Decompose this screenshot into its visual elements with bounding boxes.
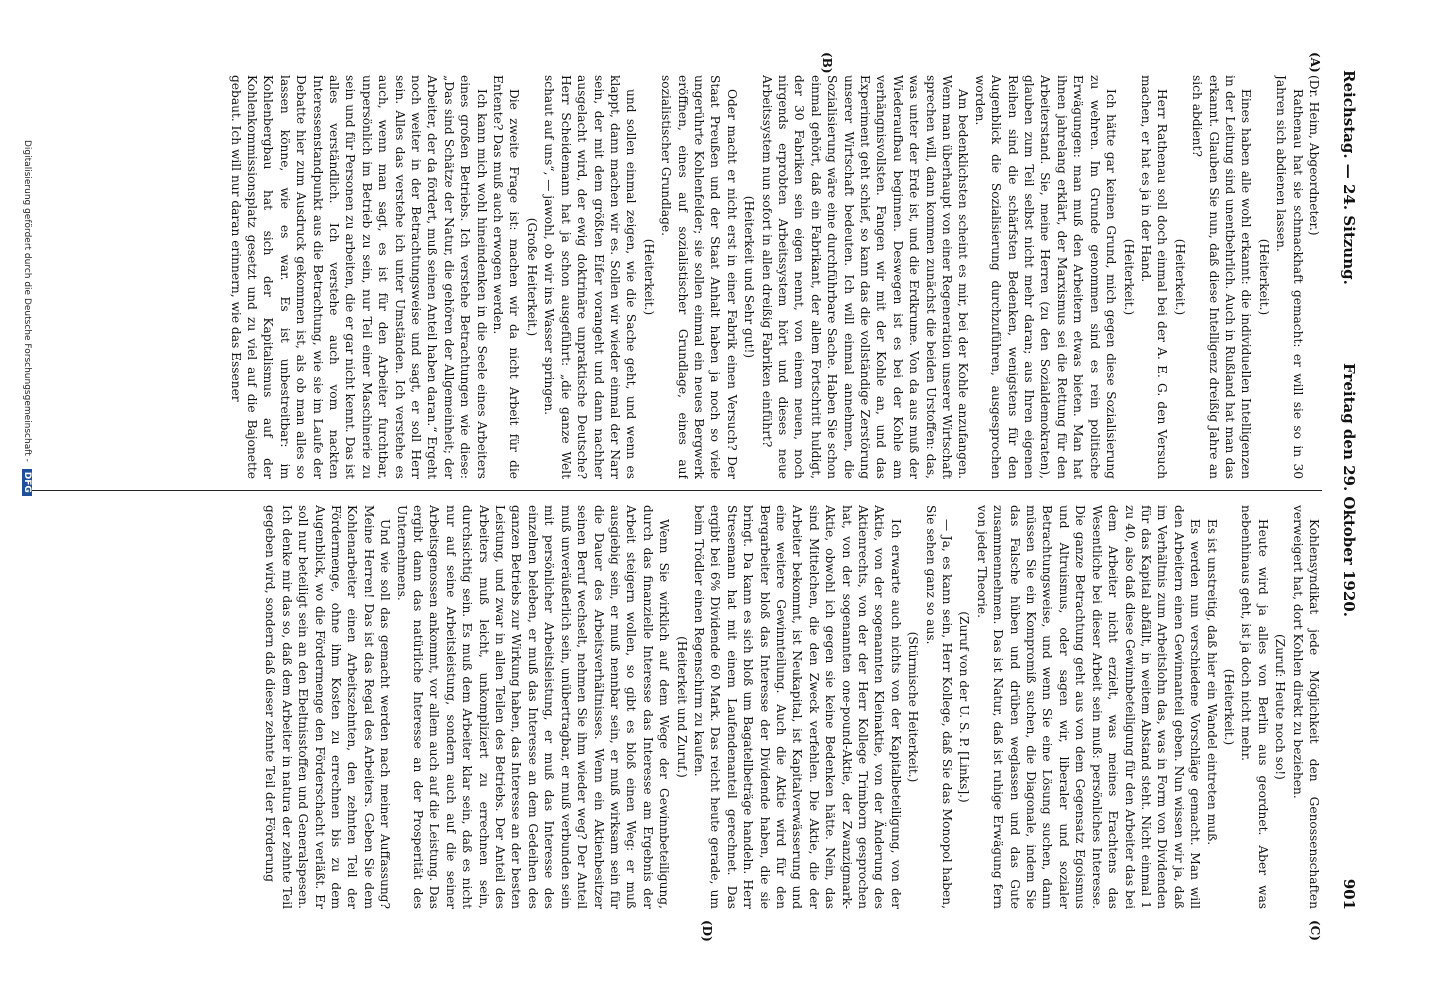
paragraph: Kohlensyndikat jede Möglichkeit den Genossenschaften verweigert hat, dort Kohlen direkt zu beziehen. [1290,505,1321,909]
paragraph: Eines haben alle wohl erkannt: die individuellen Intelligenzen in der Leitung sind unentbehrlich. Auch in Rußland hat man das erkannt. Glauben Sie nun, daß diese Intelligenz dreißig Jahre an sich abdient? [1190,75,1254,479]
paragraph: Es ist unstreitig, daß hier ein Wandel eintreten muß. [1204,519,1219,846]
interjection: (Stürmische Heiterkeit.) [906,631,921,783]
paragraph: Und wie soll das gemacht werden nach meiner Auffassung? Meine Herren! Das ist das Regal des Arbeiters. Geben Sie dem Kohlenarbeiter einen Arbeitszehnten, den zehnten Teil der Fördermenge, ohne ihm Kosten zu errechnen bis zu dem Augenblick, wo die Fördermenge den Förderschacht verläßt. Er soll nur beteiligt sein an den Ebeltnisstoffen und Generalspesen. Ich denke mir das so, daß dem Arbeiter in natura der zehnte Teil gegeben wird, sondern daß dieser zehnte Teil der Förderung [263,505,393,909]
column-divider [22,490,1322,491]
paragraph: Ich kann mich wohl hineindenken in die Seele eines Arbeiters eines großen Betriebs. Ich verstehe Betrachtungen wie diese: „Das sind Schätze der Natur, die gehören der Allgemeinheit; der Arbeiter, der da fördert, muß seinen Anteil haben daran.“ Ergeht noch weiter in der Betrachtungsweise und sagt, er soll Herr sein. Alles das verstehe ich unter Umständen. Ich verstehe es auch, wenn man sagt, es ist für den Arbeiter furchtbar, unpersönlich im Betrieb zu sein, nur Teil einer Maschinerie zu sein und für Personen zu arbeiten, die er gar nicht kennt. Das ist alles verständlich. Ich verstehe auch vom nackten Interessenstandpunkt aus die Betrachtung, wie sie im Laufe der Debatte hier zum Ausdruck gekommen ist, als ob man alles so lassen könne, wie es war. Es ist unbestreitbar: im Kohlenbergbau hat sich der Kapitalismus auf der Kohlenkommissionsplatz gesetzt und zu viel auf die Bajonette gebaut. Ich will nur daran erinnern, wie das Essener [228,75,489,479]
header-date: Freitag den 29. Oktober 1920. [1340,363,1358,617]
credit-text: Digitalisierung gefördert durch die Deutsche Forschungsgemeinschaft - [22,140,32,462]
page-number: 901 [1340,878,1358,910]
paragraph: Rathenau hat sie schmackhaft gemacht: er will sie so in 30 Jahren sich abdienen lassen. [1274,75,1305,479]
margin-letter-c: (C) [1308,920,1322,941]
text-column-right [12,505,1322,909]
text-column-left [12,75,1322,479]
interjection: (Heiterkeit.) [641,238,656,316]
digitization-credit [22,140,32,920]
margin-letter-b: (B) [820,52,834,74]
page-header [1324,70,1364,910]
interjection: (Zuruf: Heute noch so!) [1273,634,1288,780]
interjection: (Heiterkeit und Zuruf.) [674,636,689,778]
paragraph: Ich erwarte auch nichts von der Kapitalbeteiligung, von der Aktie, von der sogenannten Kleinaktie, von der Änderung des Aktienrechts, von der der Herr Kollege Trimborn gesprochen hat, von der sogenannten one-pound-Aktie, der Zwanzigmark-Aktie, obwohl ich gegen sie keine Bedenken hätte. Nein, das sind Mittelchen, die den Zweck verfehlen. Die Aktie, die der Arbeiter bekommt, ist Neukapital, ist Kapitalverwässerung und eine weitere Gewinnteilung. Auch die Aktie wird für den Bergarbeiter bloß das Interesse der Dividende haben, die sie bringt. Da kann es sich bloß um Bagatellbeträge handeln. Herr Stresemann hat mit einem Laufendenanteil gerechnet. Das ergibt bei 6% Dividende 60 Mark. Das reicht heute gerade, um beim Trödler einen Regenschirm zu kaufen. [691,505,903,909]
margin-letter-d: (D) [700,920,714,942]
paragraph: Oder macht er nicht erst in einer Fabrik einen Versuch? Der Staat Preußen und der Staat Anhalt haben ja noch so viele ungerührte Kohlenfelder; sie sollen einmal ein neues Bergwerk eröffnen, eines auf sozialistischer Grundlage, eines auf sozialistischer Grundlage. [659,75,739,479]
paragraph: Ich hätte gar keinen Grund, mich gegen diese Sozialisierung zu wehren. Im Grunde genommen sind es rein politische Erwägungen: man muß den Arbeitern etwas bieten. Man hat ihnen jahrelang erklärt, der Marxismus sei die Rettung für den Arbeiterstand. Sie, meine Herren (zu den Sozialdemokraten), glauben zum Teil selbst nicht mehr daran; aus Ihren eigenen Reihen sind die schärfsten Bedenken, wenigstens für den Augenblick die Sozialisierung durchzuführen, ausgesprochen worden. [972,75,1119,479]
dfg-logo: DFG [22,469,32,496]
paragraph: Es werden nun verschiedene Vorschläge gemacht. Man will den Arbeitern einen Gewinnanteil geben. Nun wissen wir ja, daß im Verhältnis zum Arbeitslohn das, was in Form von Dividenden für das Kapital abfällt, in weitem Abstand steht. Nicht einmal 1 zu 40, also daß diese Gewinnbeteiligung für den Arbeiter das bei dem Arbeiter nicht erzielt, was meines Erachtens das Wesentliche bei dieser Arbeit sein muß: persönliches Interesse. Die ganze Betrachtung geht aus von dem Gegensatz Egoismus und Altruismus, oder sagen wir, liberaler und sozialer Betrachtungsweise, und wenn Sie eine Lösung suchen, dann müssen Sie ein Kompromiß suchen, die Diagonale, indem Sie das Falsche hüben und drüben weglassen und das Gute zusammennehmen. Das ist Natur, daß ist ruhige Erwägung fern von jeder Theorie. [974,505,1203,909]
interjection: (Heiterkeit.) [1221,668,1236,746]
margin-letter-a: (A) [1308,52,1322,73]
paragraph: Heute wird ja alles von Berlin aus geordnet. Aber was nebenhinaus geht, ist ja doch nicht mehr. [1239,505,1270,909]
paragraph: Wenn Sie wirklich auf dem Wege der Gewinnbeteiligung, durch das finanzielle Interesse das Interesse am Ergebnis der Arbeit steigern wollen, so gibt es bloß einen Weg: er muß ausgiebig sein, er muß nennbar sein, er muß wirksam sein für die Dauer des Arbeitsverhältnisses. Wenn ein Aktienbesitzer seinen Beruf wechselt, nehmen Sie ihm wieder weg? Der Anteil muß unveräußerlich sein, unübertragbar, er muß verbunden sein mit persönlicher Arbeitsleistung, er muß das Interesse des einzelnen beleben, er muß das Interesse an dem Gedeihen des ganzen Betriebs zur Wirkung haben, das Interesse an der besten Leistung, und zwar in allen Teilen des Betriebs. Der Anteil des Arbeiters muß leicht, unkompliziert zu errechnen sein, durchsichtig sein. Es muß dem Arbeiter klar sein, daß es nicht nur auf seine Arbeitsleistung, sondern auch auf die seiner Arbeitsgenossen ankommt, vor allem auch auf die Leistung. Das ergibt dann das natürliche Interesse an der Prosperität des Unternehmens. [394,505,672,909]
interjection: (Heiterkeit und Sehr gut!) [742,195,757,359]
interjection: (Heiterkeit.) [1121,238,1136,316]
paragraph: — Ja, es kann sein, Herr Kollege, daß Sie das Monopol haben, Sie sehen ganz so aus. [923,505,955,909]
paragraph: Herr Rathenau soll doch einmal bei der A. E. G. den Versuch machen, er hat es ja in der Hand. [1138,75,1170,479]
paragraph: und sollen einmal zeigen, wie die Sache geht, und wenn es klappt, dann machen wir es. Sollen wir wieder einmal der Narr sein, der mit dem größten Eifer vorangeht und dann nachher ausgelacht wird, der ewig doktrinäre unpraktische Deutsche? Herr Scheidemann hat ja schon ausgeführt: „die ganze Welt schaut auf uns“, — jawohl, ob wir ins Wasser springen. [542,75,639,479]
interjection: (Große Heiterkeit.) [524,217,539,337]
paragraph: Am bedenklichsten scheint es mir, bei der Kohle anzufangen. Wenn man überhaupt von einer Regeneration unserer Wirtschaft sprechen will, dann kommen zunächst die beiden Urstoffen: das, was unter der Erde ist, und die Erdkrume. Von da aus muß der Wiederaufbau beginnen. Deswegen ist es bei der Kohle am verhängnisvollsten. Fangen wir mit der Kohle an, und das Experiment geht schief, so kann das die vollständige Zerstörung unserer Wirtschaft bedeuten. Ich will einmal annehmen, die Sozialisierung wäre eine durchführbare Sache. Haben Sie schon einmal gehört, daß ein Fabrikant, der allem Fortschritt huldigt, der 30 Fabriken sein eigen nennt, von einem neuen, noch nirgends erprobten Arbeitssystem hört und dieses neue Arbeitssystem nun sofort in allen dreißig Fabriken einführt? [759,75,971,479]
paragraph: Die zweite Frage ist: machen wir da nicht Arbeit für die Entente? Das muß auch erwogen werden. [491,75,522,479]
speaker-label: (Dr. Heim, Abgeordneter.) [1307,75,1321,236]
interjection: (Heiterkeit.) [1256,238,1271,316]
interjection: (Zuruf von der U. S. P. [Links].) [957,611,972,803]
interjection: (Heiterkeit.) [1172,238,1187,316]
header-session: Reichstag. — 24. Sitzung. [1340,70,1358,285]
